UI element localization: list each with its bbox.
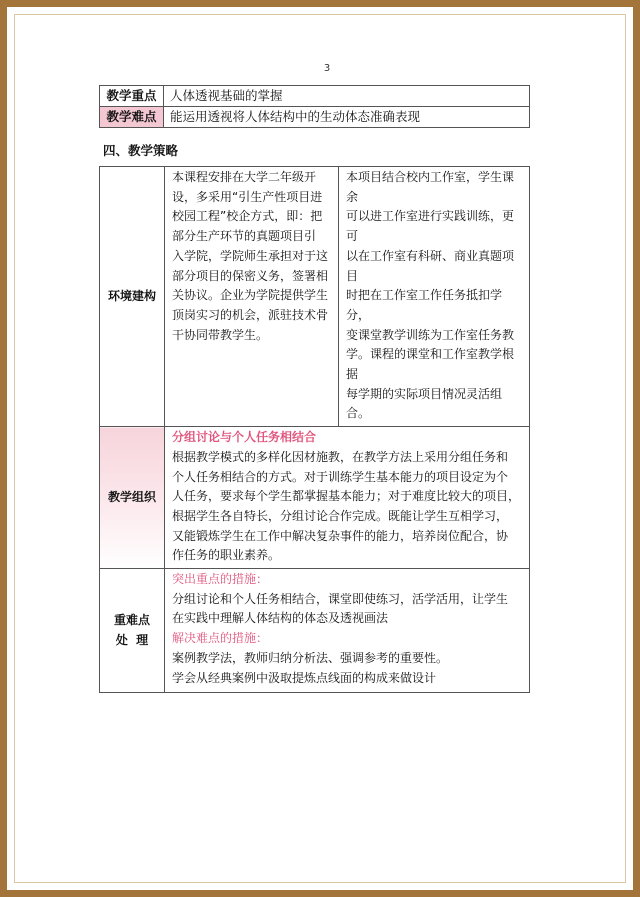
organization-content <box>165 427 530 569</box>
text-line: 部分生产环节的真题项目引 <box>172 229 317 244</box>
text-line: 分组讨论和个人任务相结合，课堂即使练习，活学活用，让学生 <box>172 591 509 606</box>
key-point-label: 教学重点 <box>100 86 164 107</box>
key-point-value: 人体透视基础的掌握 <box>164 86 530 107</box>
text-line: 根据学生各自特长，分组讨论合作完成。既能让学生互相学习， <box>172 508 509 523</box>
text-line: 时把在工作室工作任务抵扣学分， <box>346 288 503 322</box>
section-title: 四、教学策略 <box>103 143 179 158</box>
text-line: 案例教学法，教师归纳分析法、强调参考的重要性。 <box>172 650 449 665</box>
table-row <box>100 107 530 128</box>
table-row <box>100 569 530 693</box>
key-handling-content <box>165 569 530 693</box>
text-line: 又能锻炼学生在工作中解决复杂事件的能力，培养岗位配合，协 <box>172 528 509 543</box>
text-line: 在实践中理解人体结构的体态及透视画法 <box>172 611 389 626</box>
organization-label: 教学组织 <box>100 427 165 569</box>
key-handling-label-line2: 处 理 <box>115 632 149 647</box>
summary-table <box>99 85 530 128</box>
text-line: 学。课程的课堂和工作室教学根据 <box>346 347 515 382</box>
key-handling-label <box>100 569 165 693</box>
page-number: 3 <box>323 63 331 74</box>
table-row <box>100 86 530 107</box>
text-line: 顶岗实习的机会，派驻技术骨 <box>172 307 329 322</box>
text-line: 作任务的职业素养。 <box>172 548 281 563</box>
text-line: 可以进工作室进行实践训练，更可 <box>346 209 515 244</box>
text-line: 本项目结合校内工作室，学生课余 <box>346 170 515 204</box>
text-line: 关协议。企业为学院提供学生 <box>172 288 329 303</box>
table-row <box>100 427 530 569</box>
text-line: 个人任务相结合的方式。对于训练学生基本能力的项目设定为个 <box>172 469 509 484</box>
environment-col2 <box>339 167 530 427</box>
text-line: 校园工程”校企方式，即：把 <box>172 209 323 224</box>
text-line: 本课程安排在大学二年级开 <box>172 170 317 184</box>
text-line: 入学院，学院师生承担对于这 <box>172 248 329 263</box>
table-row <box>100 167 530 427</box>
environment-col1 <box>165 167 339 427</box>
text-line: 学会从经典案例中汲取提炼点线面的构成来做设计 <box>172 670 437 685</box>
text-line: 部分项目的保密义务，签署相 <box>172 268 329 283</box>
organization-heading: 分组讨论与个人任务相结合 <box>172 430 317 445</box>
difficult-point-label: 教学难点 <box>100 107 164 128</box>
text-line: 以在工作室有科研、商业真题项目 <box>346 248 515 283</box>
text-line: 根据教学模式的多样化因材施教，在教学方法上采用分组任务和 <box>172 449 509 464</box>
text-line: 干协同带教学生。 <box>172 327 269 342</box>
key-handling-label-line1: 重难点 <box>113 612 150 627</box>
difficulty-measures-heading: 解决难点的措施： <box>172 631 269 646</box>
text-line: 设，多采用“引生产性项目进 <box>172 189 323 204</box>
text-line: 人任务，要求每个学生都掌握基本能力；对于难度比较大的项目， <box>172 489 521 504</box>
text-line: 每学期的实际项目情况灵活组合。 <box>346 386 503 421</box>
difficult-point-value: 能运用透视将人体结构中的生动体态准确表现 <box>164 107 530 128</box>
environment-label: 环境建构 <box>100 167 165 427</box>
strategy-table <box>99 166 530 693</box>
text-line: 变课堂教学训练为工作室任务教 <box>346 327 515 342</box>
key-measures-heading: 突出重点的措施： <box>172 572 269 587</box>
